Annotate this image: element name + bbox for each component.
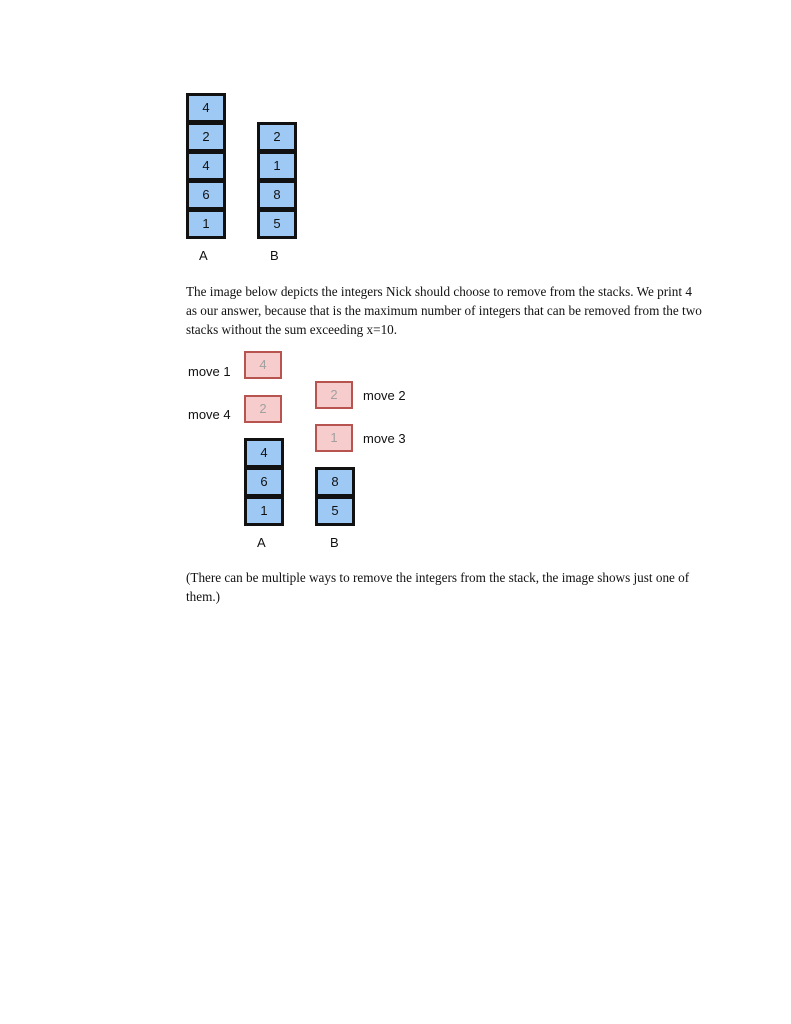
move-label: move 2 <box>363 388 406 403</box>
explanation-paragraph: The image below depicts the integers Nick should choose to remove from the stacks. We print 4 as our answer, because that is the maximum number of integers that can be removed from the two stacks without the sum exceeding x=10. <box>186 284 702 338</box>
stack-a-label: A <box>257 535 266 550</box>
stack-a-cell: 4 <box>186 93 226 123</box>
stack-b-cell: 5 <box>315 496 355 526</box>
stack-b-cell: 2 <box>257 122 297 152</box>
move-label: move 4 <box>188 407 231 422</box>
stack-b-cell: 1 <box>257 151 297 181</box>
stack-b-cell: 5 <box>257 209 297 239</box>
stack-b-label: B <box>330 535 339 550</box>
removed-cell: 4 <box>244 351 282 379</box>
stack-b-cell: 8 <box>315 467 355 497</box>
removed-cell: 1 <box>315 424 353 452</box>
removed-cell: 2 <box>315 381 353 409</box>
move-label: move 3 <box>363 431 406 446</box>
move-label: move 1 <box>188 364 231 379</box>
stack-a-cell: 6 <box>244 467 284 497</box>
stack-b-cell: 8 <box>257 180 297 210</box>
stack-a-cell: 4 <box>244 438 284 468</box>
note-paragraph: (There can be multiple ways to remove the integers from the stack, the image shows just one of them.) <box>186 570 690 605</box>
stack-b-label: B <box>270 248 279 263</box>
stack-a-cell: 1 <box>244 496 284 526</box>
stack-a-label: A <box>199 248 208 263</box>
stack-a-cell: 1 <box>186 209 226 239</box>
stack-a-cell: 4 <box>186 151 226 181</box>
removed-cell: 2 <box>244 395 282 423</box>
stack-a-cell: 6 <box>186 180 226 210</box>
stack-a-cell: 2 <box>186 122 226 152</box>
